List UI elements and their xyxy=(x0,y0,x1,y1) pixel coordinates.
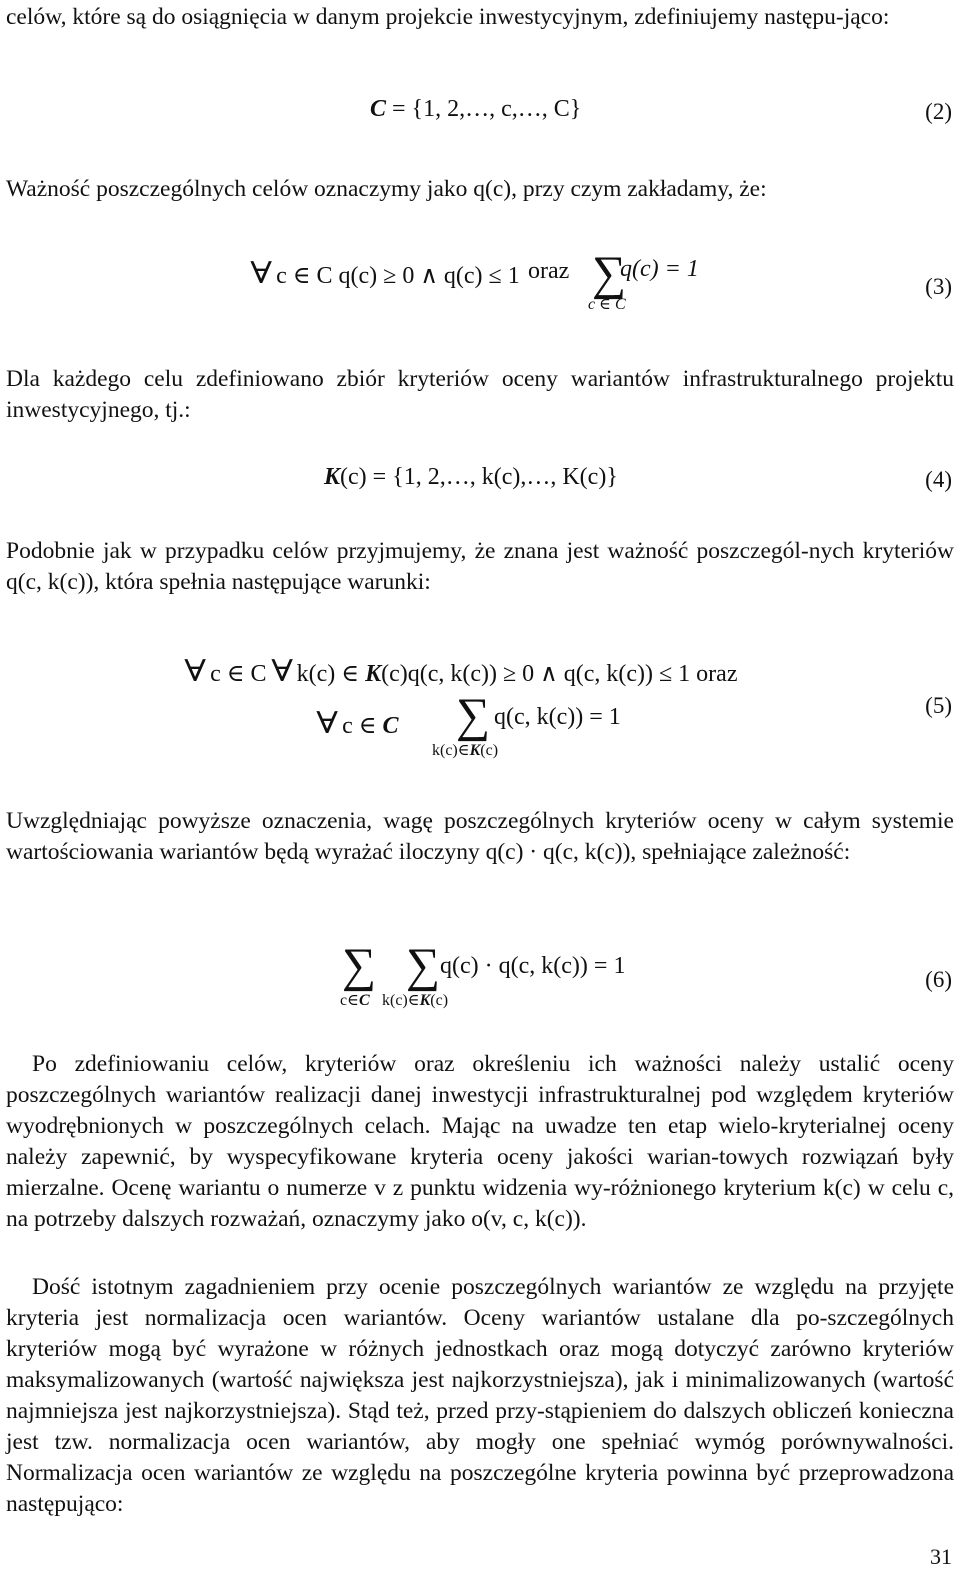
equation-number-3: (3) xyxy=(925,274,952,299)
equation-3-sum-expr: q(c) = 1 xyxy=(620,256,699,282)
forall-symbol: ∀ xyxy=(250,257,272,290)
sum-symbol: ∑ xyxy=(592,247,627,300)
set-symbol-C: C xyxy=(382,713,399,739)
forall-symbol: ∀ xyxy=(184,655,206,688)
set-symbol-K: K xyxy=(324,464,341,490)
equation-2-body: = {1, 2,…, c,…, C} xyxy=(386,96,582,122)
equation-3 xyxy=(252,256,520,291)
equation-5-sum-expr: q(c, k(c)) = 1 xyxy=(494,704,621,730)
equation-5-part-b: k(c) ∈ xyxy=(296,661,360,687)
paragraph-podobnie: Podobnie jak w przypadku celów przyjmujemy, że znana jest ważność poszczegól-nych kryteriów q(c, k(c)), która spełnia następujące warunki: xyxy=(6,538,954,595)
equation-4 xyxy=(324,464,618,491)
set-symbol-C: C xyxy=(358,992,370,1009)
set-symbol-C: C xyxy=(370,96,387,122)
paragraph-uwzgledniajac: Uwzględniając powyższe oznaczenia, wagę poszczególnych kryteriów oceny w całym systemie wartościowania wariantów będą wyrażać iloczyny q(c) · q(c, k(c)), spełniające zależność: xyxy=(6,808,954,865)
equation-number-4: (4) xyxy=(925,467,952,492)
equation-number-5: (5) xyxy=(925,693,952,718)
set-symbol-K: K xyxy=(365,661,382,687)
equation-5-sub-b: (c) xyxy=(480,742,499,759)
equation-6-sub-2-b: (c) xyxy=(430,992,449,1009)
paragraph-intro: celów, które są do osiągnięcia w danym projekcie inwestycyjnym, zdefiniujemy następu-jąco: xyxy=(6,4,890,30)
equation-5-sub-a: k(c)∈ xyxy=(432,742,470,759)
equation-5-line-1 xyxy=(186,654,737,689)
equation-6-sub-1-a: c∈ xyxy=(340,992,359,1009)
forall-symbol: ∀ xyxy=(270,655,293,688)
equation-3-oraz: oraz xyxy=(528,258,570,284)
equation-6-sub-2 xyxy=(382,990,448,1010)
paragraph-waznosc: Ważność poszczególnych celów oznaczymy jako q(c), przy czym zakładamy, że: xyxy=(6,176,767,202)
forall-symbol: ∀ xyxy=(316,707,338,740)
equation-5-part-a: c ∈ C xyxy=(210,661,267,687)
equation-3-condition: c ∈ C q(c) ≥ 0 ∧ q(c) ≤ 1 xyxy=(276,263,520,289)
equation-6-sub-2-a: k(c)∈ xyxy=(382,992,420,1009)
equation-number-2: (2) xyxy=(925,99,952,124)
equation-number-6: (6) xyxy=(925,967,952,992)
sum-symbol: ∑ xyxy=(342,939,377,992)
equation-3-sum-sub: c ∈ C xyxy=(588,296,626,313)
page-number: 31 xyxy=(930,1544,952,1569)
paragraph-dosc: Dość istotnym zagadnieniem przy ocenie poszczególnych wariantów ze względu na przyjęte kryteria jest normalizacja ocen wariantów. Oceny wariantów ustalane dla po-szczególnych kryteriów mogą być wyrażone w różnych jednostkach oraz mogą dotyczyć zarówno kryteriów maksymalizowanych (wartość największa jest najkorzystniejsza), jak i minimalizowanych (wartość najmniejsza jest najkorzystniejsza). Stąd też, przed przy-stąpieniem do dalszych obliczeń konieczna jest tzw. normalizacja ocen wariantów, aby mogły one spełniać wymóg porównywalności. Normalizacja ocen wariantów ze względu na poszczególne kryteria powinna być przeprowadzona następująco: xyxy=(6,1274,954,1517)
equation-5-sum-sub xyxy=(432,740,498,760)
equation-4-body: (c) = {1, 2,…, k(c),…, K(c)} xyxy=(340,464,618,490)
set-symbol-K: K xyxy=(469,742,481,759)
paragraph-po: Po zdefiniowaniu celów, kryteriów oraz określeniu ich ważności należy ustalić oceny poszczególnych wariantów realizacji danej inwestycji infrastrukturalnej pod względem kryteriów wyodrębnionych w poszczególnych celach. Mając na uwadze ten etap wielo-kryterialnej oceny należy zapewnić, by wyspecyfikowane kryteria oceny jakości warian-towych rozwiązań były mierzalne. Ocenę wariantu o numerze v z punktu widzenia wy-różnionego kryterium k(c) w celu c, na potrzeby dalszych rozważań, oznaczymy jako o(v, c, k(c)). xyxy=(6,1051,954,1232)
sum-symbol: ∑ xyxy=(456,689,491,742)
equation-2 xyxy=(370,96,581,123)
equation-6-sub-1 xyxy=(340,990,370,1010)
equation-5-line-2-a: c ∈ xyxy=(342,713,377,739)
sum-symbol: ∑ xyxy=(406,939,441,992)
equation-6-expr: q(c) · q(c, k(c)) = 1 xyxy=(440,953,626,979)
set-symbol-K: K xyxy=(419,992,431,1009)
equation-5-part-c: (c)q(c, k(c)) ≥ 0 ∧ q(c, k(c)) ≤ 1 oraz xyxy=(381,661,738,687)
equation-5-line-2 xyxy=(318,706,399,741)
paragraph-dla: Dla każdego celu zdefiniowano zbiór kryteriów oceny wariantów infrastrukturalnego projektu inwestycyjnego, tj.: xyxy=(6,366,954,423)
